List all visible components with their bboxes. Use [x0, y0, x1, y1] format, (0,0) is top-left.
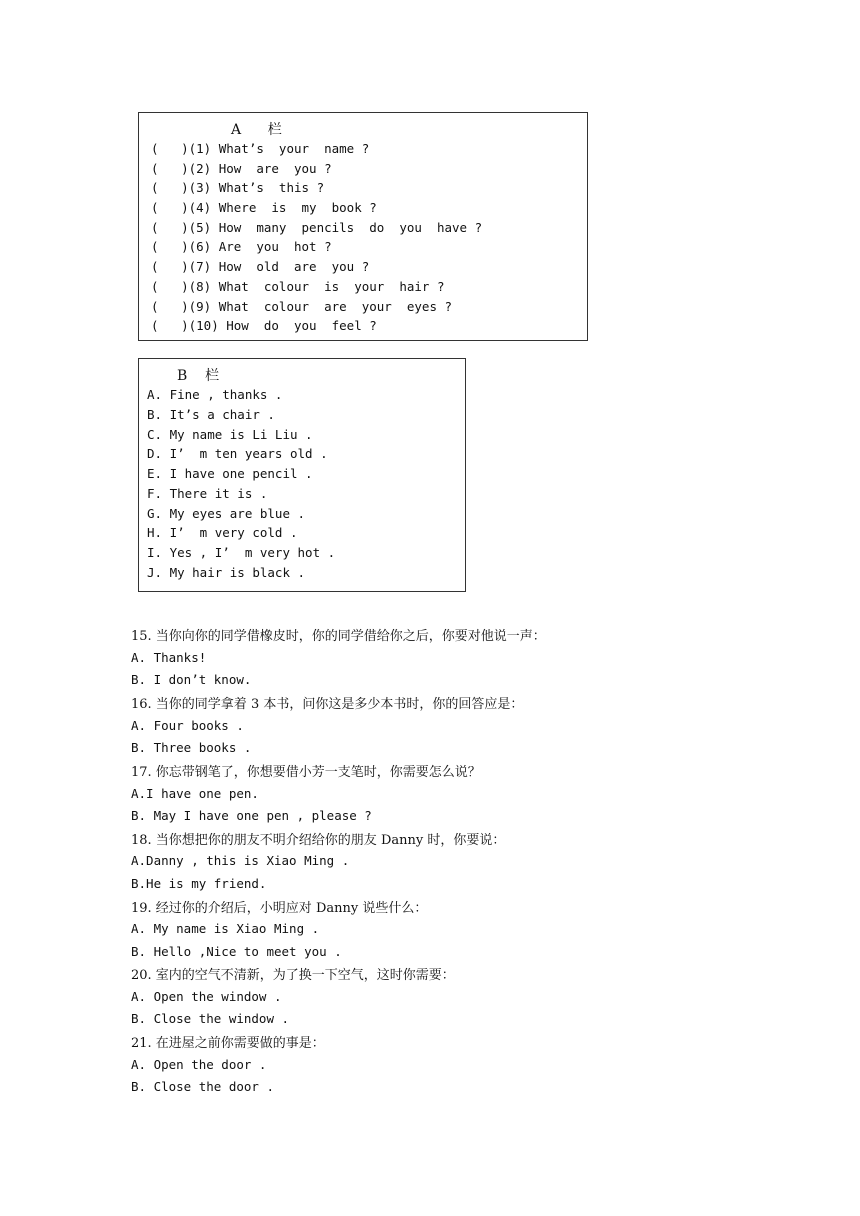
- column-b-item: B. It’s a chair .: [147, 407, 275, 422]
- column-b-item: A. Fine , thanks .: [147, 387, 283, 402]
- column-a-box: [138, 112, 588, 341]
- question-21-option-b: B. Close the door .: [131, 1079, 274, 1094]
- question-18: 18. 当你想把你的朋友不明介绍给你的朋友 Danny 时，你要说：: [131, 833, 506, 848]
- column-a-item: ( )(10) How do you feel ?: [151, 318, 377, 333]
- question-19-option-a: A. My name is Xiao Ming .: [131, 921, 320, 936]
- column-a-item: ( )(7) How old are you ?: [151, 259, 370, 274]
- question-20-option-a: A. Open the window .: [131, 989, 282, 1004]
- column-a-item: ( )(9) What colour are your eyes ?: [151, 299, 453, 314]
- column-a-item: ( )(2) How are you ?: [151, 161, 332, 176]
- question-19-option-b: B. Hello ,Nice to meet you .: [131, 944, 342, 959]
- column-b-item: J. My hair is black .: [147, 565, 306, 580]
- question-21: 21. 在进屋之前你需要做的事是：: [131, 1036, 325, 1051]
- question-15-option-a: A. Thanks!: [131, 650, 207, 665]
- question-19: 19. 经过你的介绍后，小明应对 Danny 说些什么：: [131, 901, 428, 916]
- question-16-option-a: A. Four books .: [131, 718, 244, 733]
- question-17-option-a: A.I have one pen.: [131, 786, 259, 801]
- column-a-item: ( )(1) What’s your name ?: [151, 141, 370, 156]
- column-a-item: ( )(8) What colour is your hair ?: [151, 279, 445, 294]
- question-17: 17. 你忘带钢笔了，你想要借小芳一支笔时，你需要怎么说？: [131, 765, 481, 780]
- column-a-item: ( )(3) What’s this ?: [151, 180, 325, 195]
- column-b-item: H. I’ m very cold .: [147, 525, 298, 540]
- column-a-item: ( )(5) How many pencils do you have ?: [151, 220, 483, 235]
- column-b-item: C. My name is Li Liu .: [147, 427, 313, 442]
- question-15-option-b: B. I don’t know.: [131, 672, 252, 687]
- question-18-option-b: B.He is my friend.: [131, 876, 267, 891]
- column-b-item: G. My eyes are blue .: [147, 506, 306, 521]
- column-b-item: E. I have one pencil .: [147, 466, 313, 481]
- column-b-item: I. Yes , I’ m very hot .: [147, 545, 336, 560]
- question-20-option-b: B. Close the window .: [131, 1011, 290, 1026]
- question-20: 20. 室内的空气不清新，为了换一下空气，这时你需要：: [131, 968, 455, 983]
- column-b-item: F. There it is .: [147, 486, 268, 501]
- column-b-item: D. I’ m ten years old .: [147, 446, 328, 461]
- question-15: 15. 当你向你的同学借橡皮时，你的同学借给你之后，你要对他说一声：: [131, 629, 546, 644]
- question-16: 16. 当你的同学拿着 3 本书，问你这是多少本书时，你的回答应是：: [131, 697, 524, 712]
- column-b-box: [138, 358, 466, 592]
- question-17-option-b: B. May I have one pen , please ?: [131, 808, 372, 823]
- column-a-title: A 栏: [231, 122, 282, 138]
- column-a-item: ( )(6) Are you hot ?: [151, 239, 332, 254]
- column-b-title: B 栏: [177, 368, 220, 384]
- question-16-option-b: B. Three books .: [131, 740, 252, 755]
- column-a-item: ( )(4) Where is my book ?: [151, 200, 377, 215]
- question-18-option-a: A.Danny , this is Xiao Ming .: [131, 853, 350, 868]
- question-21-option-a: A. Open the door .: [131, 1057, 267, 1072]
